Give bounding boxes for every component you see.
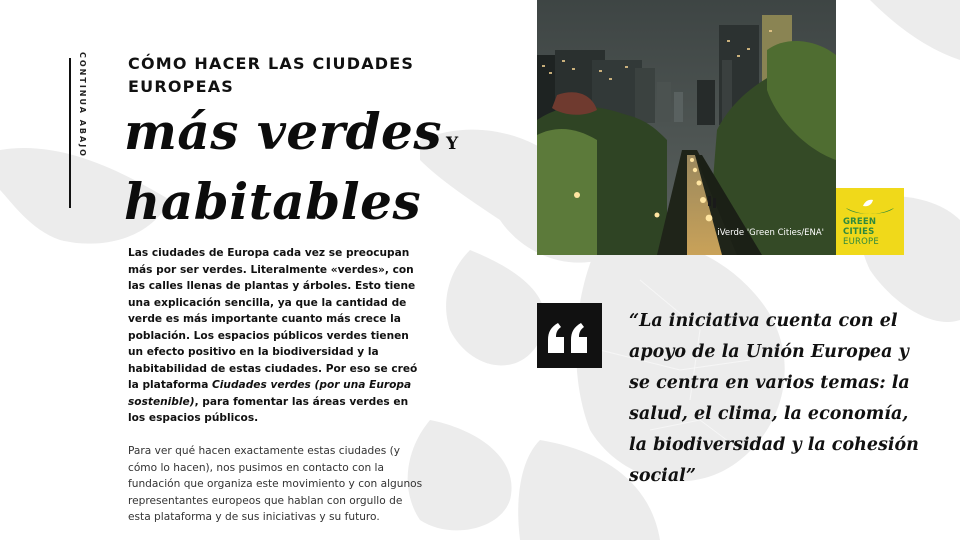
photo-caption: iVerde 'Green Cities/ENA': [717, 228, 824, 238]
intro-text-1: Las ciudades de Europa cada vez se preocupan más por ser verdes. Literalmente «verdes», con las calles llenas de plantas y árboles. Esto tiene una explicación sencilla, ya que la cantidad de verde es más importante cuanto más crece la población. Los espacios públicos verdes tienen un efecto positivo en la biodiversidad y la habitabilidad de estas ciudades. Por eso se creó la plataforma: [128, 247, 418, 391]
logo-text-europe: EUROPE: [843, 237, 879, 247]
continue-below-label: CONTINUA ABAJO: [78, 52, 87, 158]
leaf-logo-icon: [836, 188, 904, 218]
body-paragraph: Para ver qué hacen exactamente estas ciudades (y cómo lo hacen), nos pusimos en contacto con la fundación que organiza este movimiento y con algunos representantes europeos que hablan con orgullo de esta plataforma y de sus iniciativas y su futuro.: [128, 445, 423, 523]
platform-name: Ciudades verdes (por una Europa sostenible): [128, 379, 412, 408]
article-title: [124, 103, 484, 231]
side-divider-line: [69, 58, 71, 208]
intro-text-2: , para fomentar las áreas verdes en los espacios públicos.: [128, 395, 409, 424]
night-city-illustration: [537, 0, 836, 255]
pull-quote: “La iniciativa cuenta con el apoyo de la Unión Europea y se centra en varios temas: la salud, el clima, la economía, la biodiversidad y la cohesión social”: [629, 311, 919, 486]
logo-text-green: GREEN: [843, 217, 877, 227]
title-line-2: habitables: [124, 172, 422, 231]
city-park-photo: [537, 0, 836, 255]
quotation-mark-icon: [537, 303, 602, 368]
title-line-1: [124, 103, 484, 173]
intro-paragraph: [128, 245, 426, 427]
logo-text-cities: CITIES: [843, 227, 875, 237]
green-cities-europe-logo: [836, 188, 904, 255]
quote-box: [537, 303, 602, 368]
title-line-1-text: más verdes: [124, 102, 442, 161]
title-connector: Y: [446, 134, 459, 154]
article-kicker: CÓMO HACER LAS CIUDADES EUROPEAS: [128, 54, 415, 96]
logo-text: [843, 217, 879, 247]
